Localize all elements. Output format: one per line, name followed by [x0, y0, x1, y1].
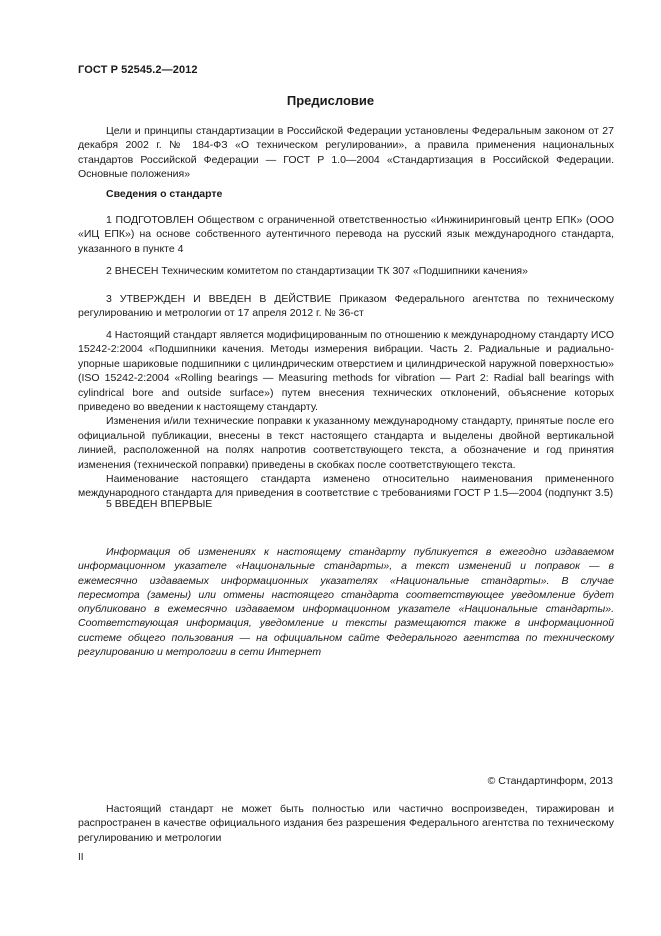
item-4-paragraph-1: 4 Настоящий стандарт является модифицированным по отношению к международному стандарту ИСО 15242-2:2004 «Подшипники качения. Методы измерения вибрации. Часть 2. Радиальные и радиально-упорные шариковые подшипники с цилиндрическим отверстием и цилиндрической наружной поверхностью» (ISO 15242-2:2004 «Rolling bearings — Measuring methods for vibration — Part 2: Radial ball bearings with cylindrical bore and outside surface») путем внесения технических отклонений, объяснение которых приведено во введении к настоящему стандарту. [78, 329, 614, 414]
page-number: II [78, 852, 84, 863]
copyright-line: © Стандартинформ, 2013 [487, 775, 613, 787]
item-1: 1 ПОДГОТОВЛЕН Обществом с ограниченной ответственностью «Инжиниринговый центр ЕПК» (ООО «ИЦ ЕПК») на основе собственного аутентичного перевода на русский язык международного стандарта, указанного в пункте 4 [78, 214, 614, 255]
item-2: 2 ВНЕСЕН Техническим комитетом по стандартизации ТК 307 «Подшипники качения» [106, 265, 528, 277]
item-3: 3 УТВЕРЖДЕН И ВВЕДЕН В ДЕЙСТВИЕ Приказом Федерального агентства по техническому регулированию и метрологии от 17 апреля 2012 г. № 36-ст [78, 293, 614, 320]
intro-paragraph-block [78, 124, 614, 182]
item-4-paragraph-3: Наименование настоящего стандарта изменено относительно наименования примененного международного стандарта для приведения в соответствие с требованиями ГОСТ Р 1.5—2004 (подпункт 3.5) [78, 473, 614, 500]
document-id: ГОСТ Р 52545.2—2012 [78, 64, 198, 76]
reproduction-notice: Настоящий стандарт не может быть полностью или частично воспроизведен, тиражирован и распространен в качестве официального издания без разрешения Федерального агентства по техническому регулированию и метрологии [78, 803, 614, 844]
item-5: 5 ВВЕДЕН ВПЕРВЫЕ [106, 498, 213, 510]
intro-paragraph: Цели и принципы стандартизации в Российской Федерации установлены Федеральным законом от 27 декабря 2002 г. № 184-ФЗ «О техническом регулировании», а правила применения национальных стандартов Российской Федерации — ГОСТ Р 1.0—2004 «Стандартизация в Российской Федерации. Основные положения» [78, 125, 614, 181]
page-title: Предисловие [286, 93, 375, 108]
item-4-paragraph-2: Изменения и/или технические поправки к указанному международному стандарту, принятые после его официальной публикации, внесены в текст настоящего стандарта и выделены двойной вертикальной линией, расположенной на полях напротив соответствующего текста, а обозначение и год принятия изменения (технической поправки) приведены в скобках после соответствующего текста. [78, 415, 614, 471]
item-4-block [78, 328, 614, 501]
section-heading: Сведения о стандарте [106, 188, 223, 200]
info-notice: Информация об изменениях к настоящему стандарту публикуется в ежегодно издаваемом информационном указателе «Национальные стандарты», а текст изменений и поправок — в ежемесячно издаваемых информационных указателях «Национальные стандарты». В случае пересмотра (замены) или отмены настоящего стандарта соответствующее уведомление будет опубликовано в ежемесячно издаваемом информационном указателе «Национальные стандарты». Соответствующая информация, уведомление и тексты размещаются также в информационной системе общего пользования — на официальном сайте Федерального агентства по техническому регулированию и метрологии в сети Интернет [78, 546, 614, 659]
